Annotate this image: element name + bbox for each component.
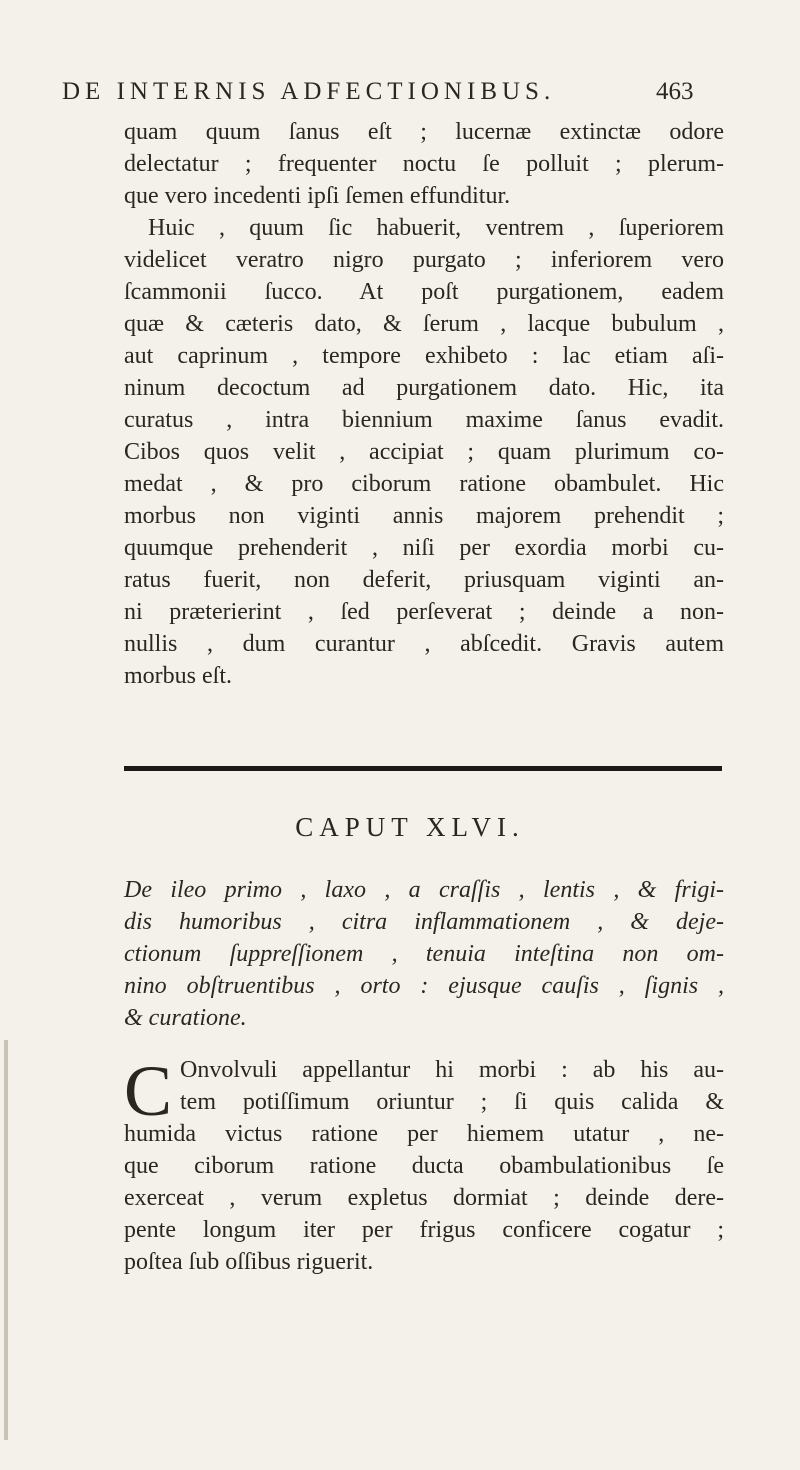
text-line: aut caprinum , tempore exhibeto : lac etiam aſi-	[124, 343, 724, 369]
text-line: tem potiſſimum oriuntur ; ſi quis calida &	[180, 1089, 724, 1115]
text-line: morbus non viginti annis majorem prehendit ;	[124, 503, 724, 529]
text-line: que vero incedenti ipſi ſemen effunditur.	[124, 183, 511, 209]
text-line: delectatur ; frequenter noctu ſe polluit ; plerum-	[124, 151, 724, 177]
text-line: videlicet veratro nigro purgato ; inferiorem vero	[124, 247, 724, 273]
summary-line: & curatione.	[124, 1005, 247, 1031]
margin-shadow	[4, 1040, 8, 1440]
drop-capital: C	[124, 1051, 173, 1131]
summary-line: nino obſtruentibus , orto : ejusque cauſis , ſignis ,	[124, 973, 724, 999]
text-line: Onvolvuli appellantur hi morbi : ab his au-	[180, 1057, 724, 1083]
section-divider-rule	[124, 766, 722, 771]
summary-line: dis humoribus , citra inflammationem , & deje-	[124, 909, 724, 935]
text-line: humida victus ratione per hiemem utatur , ne-	[124, 1121, 724, 1147]
text-line: ratus fuerit, non deferit, priusquam viginti an-	[124, 567, 724, 593]
page-number: 463	[656, 78, 694, 105]
text-line: ſcammonii ſucco. At poſt purgationem, eadem	[124, 279, 724, 305]
text-line: quam quum ſanus eſt ; lucernæ extinctæ odore	[124, 119, 724, 145]
text-line: nullis , dum curantur , abſcedit. Gravis autem	[124, 631, 724, 657]
text-line: medat , & pro ciborum ratione obambulet. Hic	[124, 471, 724, 497]
text-line: pente longum iter per frigus conficere cogatur ;	[124, 1217, 724, 1243]
text-line: quumque prehenderit , niſi per exordia morbi cu-	[124, 535, 724, 561]
chapter-summary	[124, 874, 724, 1034]
text-line: morbus eſt.	[124, 663, 232, 689]
text-line: Huic , quum ſic habuerit, ventrem , ſuperiorem	[148, 215, 724, 241]
text-line: poſtea ſub oſſibus riguerit.	[124, 1249, 374, 1275]
text-line: exerceat , verum expletus dormiat ; deinde dere-	[124, 1185, 724, 1211]
text-line: quæ & cæteris dato, & ſerum , lacque bubulum ,	[124, 311, 724, 337]
paragraph-continuation	[124, 116, 724, 212]
summary-line: De ileo primo , laxo , a craſſis , lentis , & frigi-	[124, 877, 724, 903]
text-line: Cibos quos velit , accipiat ; quam plurimum co-	[124, 439, 724, 465]
chapter-heading: CAPUT XLVI.	[295, 812, 525, 842]
paragraph-treatment	[124, 212, 724, 692]
text-line: ni præterierint , ſed perſeverat ; deinde a non-	[124, 599, 724, 625]
paragraph-chapter-body	[124, 1054, 724, 1278]
text-line: que ciborum ratione ducta obambulationibus ſe	[124, 1153, 724, 1179]
running-title: DE INTERNIS ADFECTIONIBUS.	[62, 78, 556, 105]
text-line: ninum decoctum ad purgationem dato. Hic, ita	[124, 375, 724, 401]
text-line: curatus , intra biennium maxime ſanus evadit.	[124, 407, 724, 433]
summary-line: ctionum ſuppreſſionem , tenuia inteſtina non om-	[124, 941, 724, 967]
